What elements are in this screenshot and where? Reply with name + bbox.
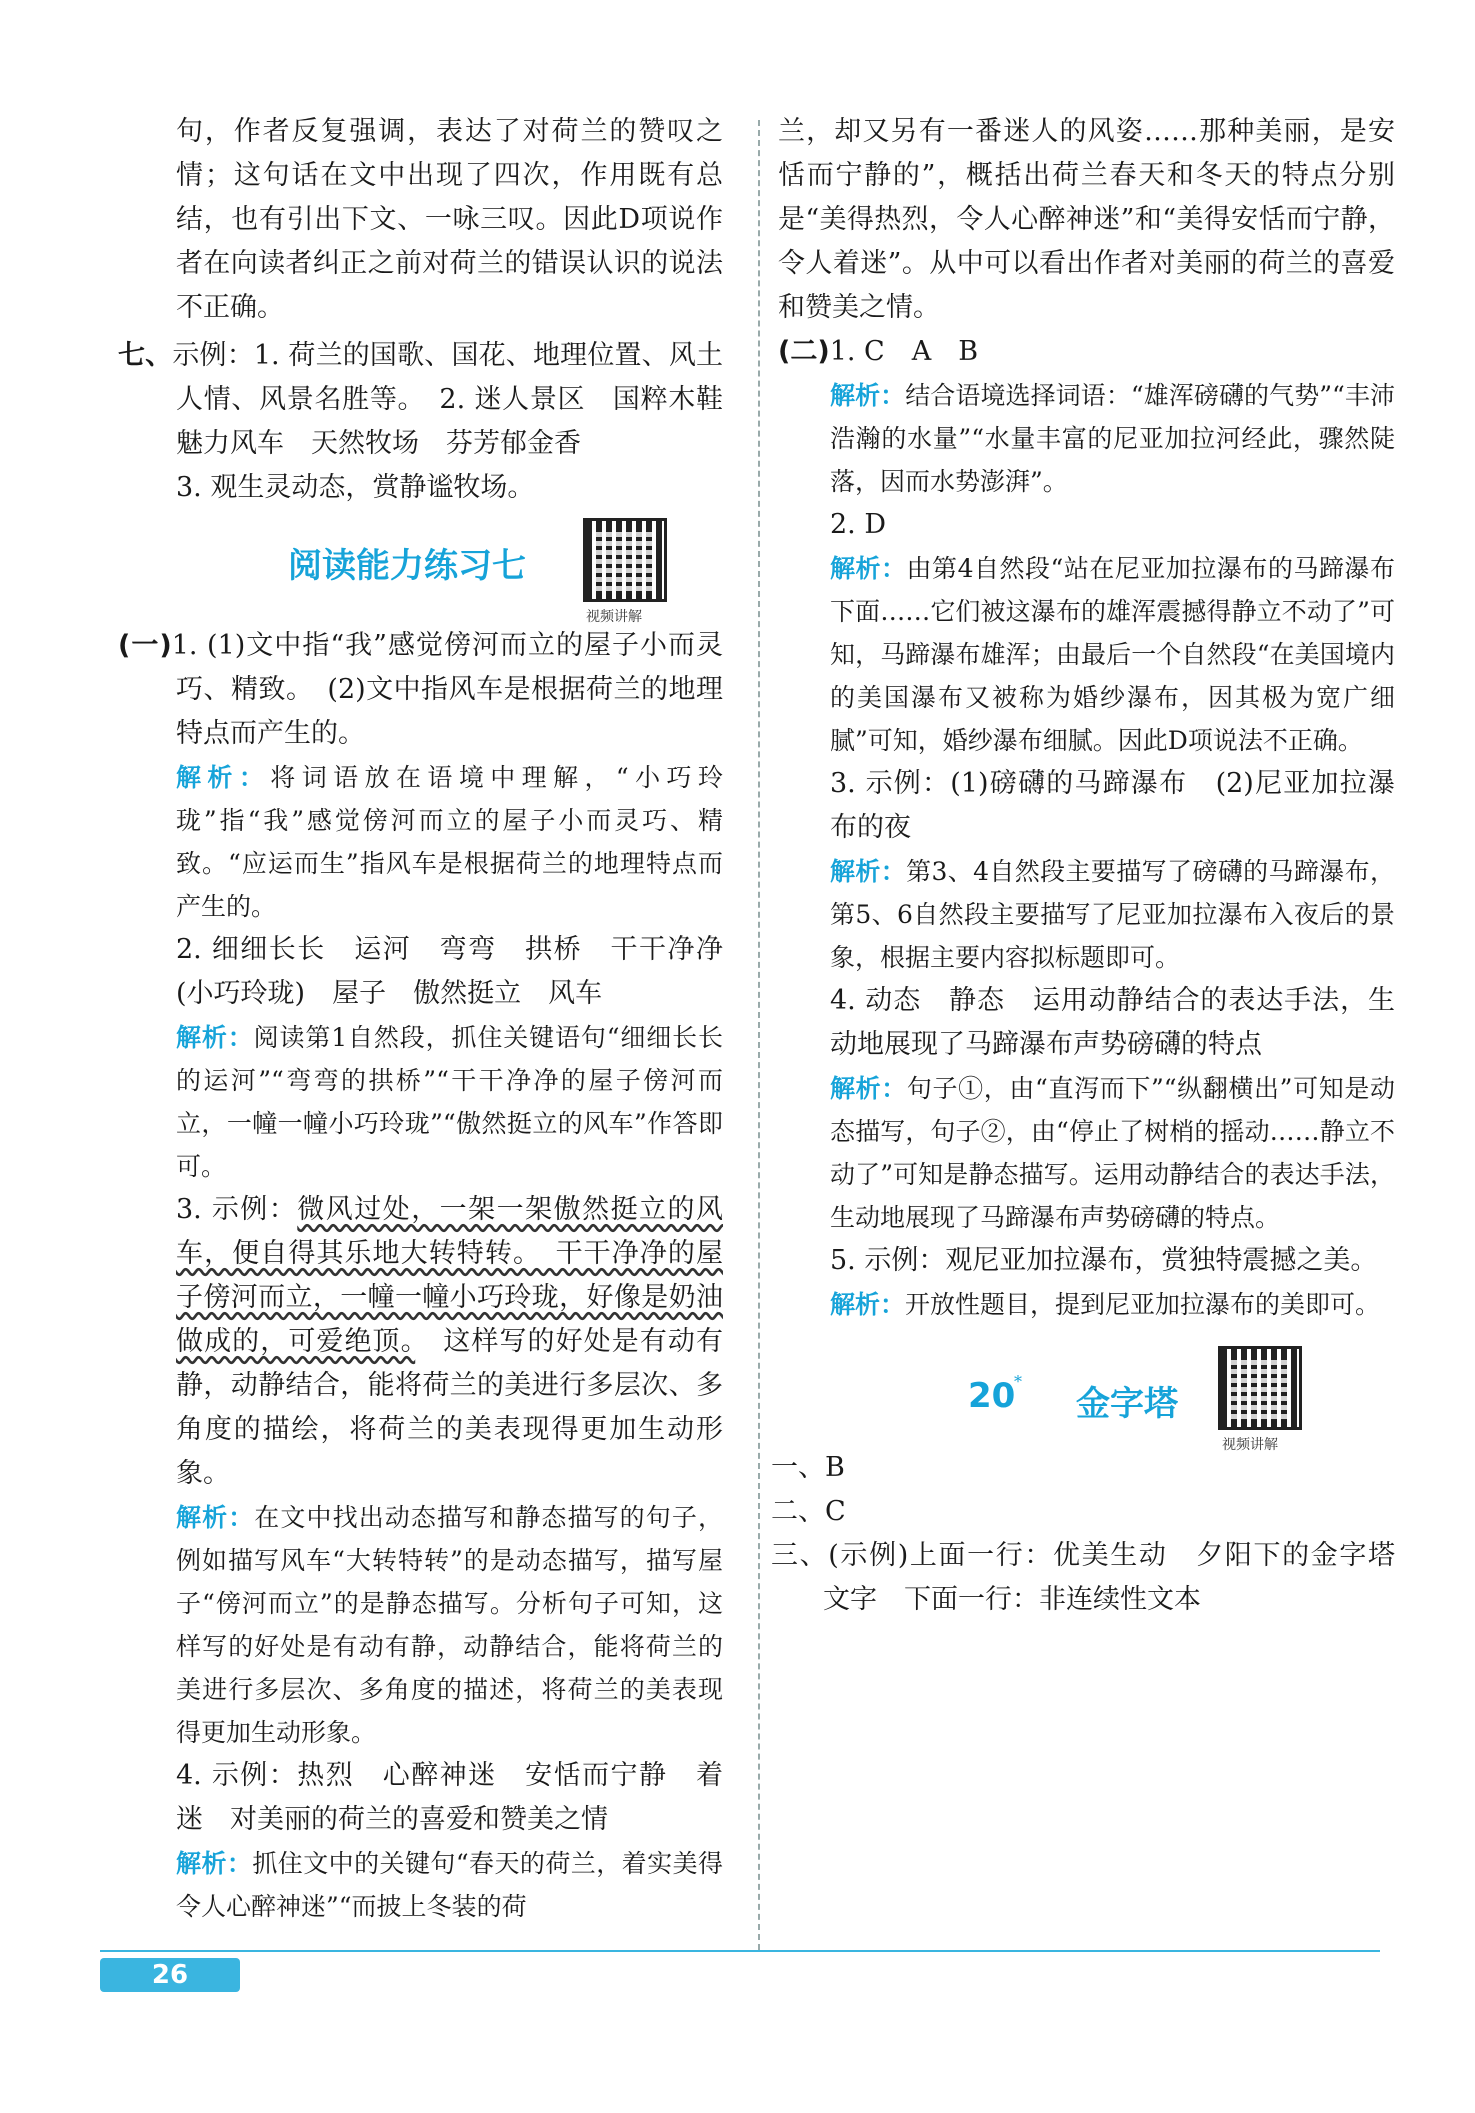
answer-2: 二、C bbox=[771, 1496, 846, 1527]
paragraph: 句，作者反复强调，表达了对荷兰的赞叹之情；这句话在文中出现了四次，作用既有总结，也有引出下文、一咏三叹。因此D项说作者在向读者纠正之前对荷兰的错误认识的说法不正确。 bbox=[176, 116, 723, 323]
qr-label: 视频讲解 bbox=[586, 609, 642, 625]
lesson-number: 20 bbox=[968, 1376, 1016, 1416]
question-5: 5. 示例：观尼亚加拉瀑布，赏独特震撼之美。 bbox=[830, 1245, 1378, 1276]
footer-line bbox=[100, 1950, 1380, 1952]
lesson-title: 金字塔 bbox=[1076, 1384, 1178, 1424]
analysis: 解析：第3、4自然段主要描写了磅礴的马蹄瀑布，第5、6自然段主要描写了尼亚加拉瀑布入夜后的景象，根据主要内容拟标题即可。 bbox=[830, 857, 1395, 972]
lesson-header bbox=[778, 1336, 1395, 1453]
question-3: 3. 示例：(1)磅礴的马蹄瀑布 (2)尼亚加拉瀑布的夜 bbox=[830, 768, 1395, 843]
question-3: 3. 示例：微风过处，一架一架傲然挺立的风车，便自得其乐地大转特转。 干干净净的屋子傍河而立，一幢一幢小巧玲珑，好像是奶油做成的，可爱绝顶。 这样写的好处是有动有静，动静结合，能将荷兰的美进行多层次、多角度的描绘，将荷兰的美表现得更加生动形象。 bbox=[176, 1194, 724, 1489]
analysis: 解析：由第4自然段“站在尼亚加拉瀑布的马蹄瀑布下面……它们被这瀑布的雄浑震撼得静立不动了”可知，马蹄瀑布雄浑；由最后一个自然段“在美国境内的美国瀑布又被称为婚纱瀑布，因其极为宽广细腻”可知，婚纱瀑布细腻。因此D项说法不正确。 bbox=[830, 554, 1395, 755]
question-2: 2. 细细长长 运河 弯弯 拱桥 干干净净(小巧玲珑) 屋子 傲然挺立 风车 bbox=[176, 934, 723, 1009]
analysis: 解析：开放性题目，提到尼亚加拉瀑布的美即可。 bbox=[830, 1290, 1381, 1319]
question-4: 4. 示例：热烈 心醉神迷 安恬而宁静 着迷 对美丽的荷兰的喜爱和赞美之情 bbox=[176, 1760, 723, 1835]
column-divider bbox=[758, 120, 760, 1950]
answer-1: 一、B bbox=[771, 1452, 845, 1483]
answer-seven-3: 3. 观生灵动态，赏静谧牧场。 bbox=[176, 472, 535, 503]
analysis: 解析：在文中找出动态描写和静态描写的句子，例如描写风车“大转特转”的是动态描写，描写屋子“傍河而立”的是静态描写。分析句子可知，这样写的好处是有动有静，动静结合，能将荷兰的美进行多层次、多角度的描述，将荷兰的美表现得更加生动形象。 bbox=[176, 1503, 723, 1747]
question-1: (一)1. (1)文中指“我”感觉傍河而立的屋子小而灵巧、精致。 (2)文中指风车是根据荷兰的地理特点而产生的。 bbox=[118, 630, 723, 749]
lesson-star: * bbox=[1014, 1372, 1022, 1391]
qr-label: 视频讲解 bbox=[1222, 1437, 1278, 1453]
page-number: 26 bbox=[100, 1958, 240, 1992]
question-4: 4. 动态 静态 运用动静结合的表达手法，生动地展现了马蹄瀑布声势磅礴的特点 bbox=[830, 985, 1395, 1060]
analysis: 解析：结合语境选择词语：“雄浑磅礴的气势”“丰沛浩瀚的水量”“水量丰富的尼亚加拉河经此，骤然陡落，因而水势澎湃”。 bbox=[830, 381, 1395, 496]
analysis: 解析：将词语放在语境中理解，“小巧玲珑”指“我”感觉傍河而立的屋子小而灵巧、精致。“应运而生”指风车是根据荷兰的地理特点而产生的。 bbox=[176, 763, 723, 921]
question-1: (二)1. C A B bbox=[778, 336, 979, 367]
answer-seven: 七、示例：1. 荷兰的国歌、国花、地理位置、风土人情、风景名胜等。 2. 迷人景区 国粹木鞋 魅力风车 天然牧场 芬芳郁金香 bbox=[118, 340, 750, 459]
analysis: 解析：阅读第1自然段，抓住关键语句“细细长长的运河”“弯弯的拱桥”“干干净净的屋子傍河而立，一幢一幢小巧玲珑”“傲然挺立的风车”作答即可。 bbox=[176, 1023, 723, 1181]
analysis: 解析：抓住文中的关键句“春天的荷兰，着实美得令人心醉神迷”“而披上冬装的荷 bbox=[176, 1849, 723, 1921]
qr-code-icon[interactable] bbox=[583, 518, 667, 602]
section-title: 阅读能力练习七 bbox=[288, 546, 526, 586]
qr-code-icon[interactable] bbox=[1218, 1346, 1302, 1430]
left-column bbox=[118, 110, 750, 1928]
question-2: 2. D bbox=[830, 509, 886, 540]
analysis: 解析：句子①，由“直泻而下”“纵翻横出”可知是动态描写，句子②，由“停止了树梢的摇动……静立不动了”可知是静态描写。运用动静结合的表达手法，生动地展现了马蹄瀑布声势磅礴的特点。 bbox=[830, 1074, 1395, 1232]
answer-3: 三、(示例)上面一行：优美生动 夕阳下的金字塔 文字 下面一行：非连续性文本 bbox=[771, 1540, 1422, 1615]
section-header bbox=[118, 510, 723, 625]
paragraph: 兰，却又另有一番迷人的风姿……那种美丽，是安恬而宁静的”，概括出荷兰春天和冬天的特点分别是“美得热烈，令人心醉神迷”和“美得安恬而宁静，令人着迷”。从中可以看出作者对美丽的荷兰的喜爱和赞美之情。 bbox=[778, 116, 1395, 323]
right-column bbox=[771, 110, 1422, 1622]
